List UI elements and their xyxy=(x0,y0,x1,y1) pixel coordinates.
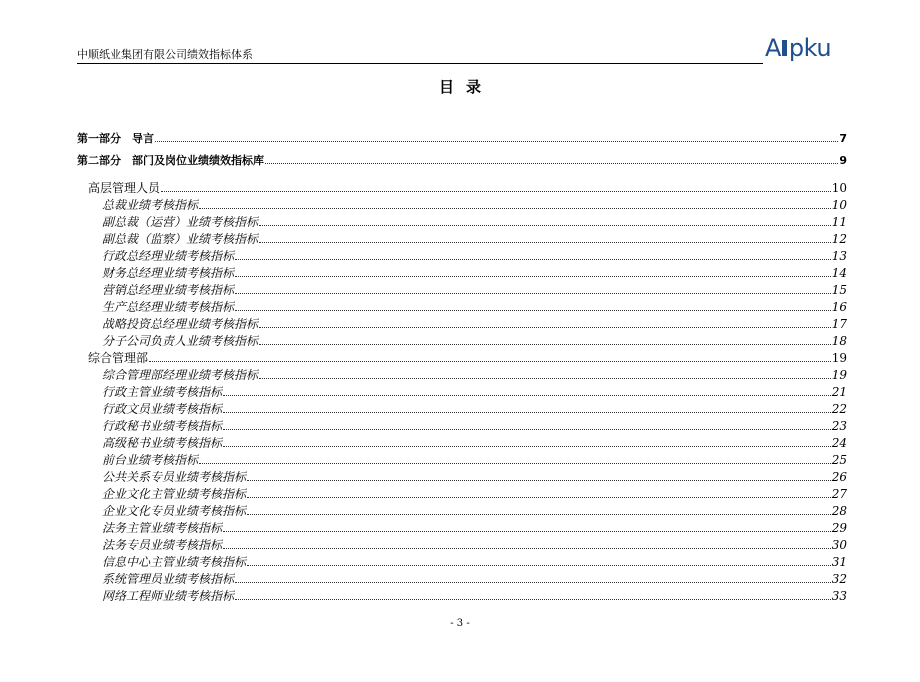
toc-entry-label: 行政秘书业绩考核指标 xyxy=(102,419,223,433)
toc-leader-dots xyxy=(199,453,831,464)
toc-entry-page: 30 xyxy=(831,538,847,552)
toc-entry[interactable] xyxy=(77,451,847,468)
toc-entry-label: 副总裁（运营）业绩考核指标 xyxy=(102,215,259,229)
toc-leader-dots xyxy=(235,572,831,583)
toc-entry-label: 财务总经理业绩考核指标 xyxy=(102,266,235,280)
toc-entry-label: 法务专员业绩考核指标 xyxy=(102,538,223,552)
toc-entry-page: 27 xyxy=(831,487,847,501)
toc-entry-page: 14 xyxy=(831,266,847,280)
toc-entry-label: 网络工程师业绩考核指标 xyxy=(102,589,235,603)
toc-entry[interactable] xyxy=(77,434,847,451)
toc-entry[interactable] xyxy=(77,502,847,519)
toc-entry-label: 高级秘书业绩考核指标 xyxy=(102,436,223,450)
toc-entry[interactable] xyxy=(77,587,847,604)
toc-entry-label: 行政总经理业绩考核指标 xyxy=(102,249,235,263)
toc-entry-page: 13 xyxy=(831,249,847,263)
toc-entry-page: 29 xyxy=(831,521,847,535)
toc-leader-dots xyxy=(235,283,831,294)
toc-leader-dots xyxy=(235,589,831,600)
toc-entry[interactable] xyxy=(77,383,847,400)
toc-leader-dots xyxy=(235,249,831,260)
toc-entry-page: 32 xyxy=(831,572,847,586)
toc-entry[interactable] xyxy=(77,485,847,502)
toc-entry-label: 系统管理员业绩考核指标 xyxy=(102,572,235,586)
toc-leader-dots xyxy=(235,266,831,277)
toc-entry-page: 16 xyxy=(831,300,847,314)
toc-entry[interactable] xyxy=(77,281,847,298)
toc-entry-page: 18 xyxy=(831,334,847,348)
toc-entry-label: 法务主管业绩考核指标 xyxy=(102,521,223,535)
toc-entry-label: 行政文员业绩考核指标 xyxy=(102,402,223,416)
toc-entry-label: 综合管理部 xyxy=(88,351,149,365)
toc-entry[interactable] xyxy=(77,130,847,147)
toc-title: 目录 xyxy=(438,78,493,96)
alpku-logo xyxy=(765,34,845,62)
toc-leader-dots xyxy=(247,487,831,498)
toc-entry[interactable] xyxy=(77,349,847,366)
toc-entry-page: 25 xyxy=(831,453,847,467)
toc-entry-label: 行政主管业绩考核指标 xyxy=(102,385,223,399)
toc-entry[interactable] xyxy=(77,247,847,264)
toc-entry-label: 第一部分 导言 xyxy=(77,132,154,145)
toc-entry[interactable] xyxy=(77,298,847,315)
toc-entry-page: 31 xyxy=(831,555,847,569)
toc-entry[interactable] xyxy=(77,213,847,230)
logo-bar-icon xyxy=(782,40,787,56)
toc-entry-page: 24 xyxy=(831,436,847,450)
toc-entry[interactable] xyxy=(77,519,847,536)
toc-leader-dots xyxy=(223,538,831,549)
toc-leader-dots xyxy=(265,153,838,164)
toc-entry-label: 分子公司负责人业绩考核指标 xyxy=(102,334,259,348)
toc-leader-dots xyxy=(223,521,831,532)
toc-entry-page: 15 xyxy=(831,283,847,297)
toc-entry-label: 副总裁（监察）业绩考核指标 xyxy=(102,232,259,246)
toc-entry-page: 10 xyxy=(831,181,847,195)
toc-entry-label: 战略投资总经理业绩考核指标 xyxy=(102,317,259,331)
page-number: - 3 - xyxy=(450,618,470,629)
toc-entry-label: 生产总经理业绩考核指标 xyxy=(102,300,235,314)
toc-leader-dots xyxy=(223,385,831,396)
toc-entry-label: 总裁业绩考核指标 xyxy=(102,198,199,212)
toc-leader-dots xyxy=(247,555,831,566)
toc-leader-dots xyxy=(223,419,831,430)
toc-leader-dots xyxy=(259,368,831,379)
toc-entry[interactable] xyxy=(77,332,847,349)
toc-entry-page: 21 xyxy=(831,385,847,399)
toc-entry[interactable] xyxy=(77,179,847,196)
toc-entry[interactable] xyxy=(77,230,847,247)
toc-leader-dots xyxy=(199,198,831,209)
toc-leader-dots xyxy=(259,232,831,243)
toc-entry-page: 10 xyxy=(831,198,847,212)
toc-entry[interactable] xyxy=(77,315,847,332)
toc-entry-label: 企业文化主管业绩考核指标 xyxy=(102,487,247,501)
toc-entry-label: 信息中心主管业绩考核指标 xyxy=(102,555,247,569)
toc-entry[interactable] xyxy=(77,366,847,383)
toc-entry-page: 28 xyxy=(831,504,847,518)
toc-entry-label: 企业文化专员业绩考核指标 xyxy=(102,504,247,518)
toc-entry-page: 22 xyxy=(831,402,847,416)
toc-leader-dots xyxy=(155,131,838,142)
toc-leader-dots xyxy=(259,215,831,226)
toc-entry[interactable] xyxy=(77,196,847,213)
toc-entry-label: 综合管理部经理业绩考核指标 xyxy=(102,368,259,382)
document-header-title: 中顺纸业集团有限公司绩效指标体系 xyxy=(77,48,253,61)
toc-leader-dots xyxy=(259,317,831,328)
toc-entry-page: 26 xyxy=(831,470,847,484)
toc-entry-page: 7 xyxy=(839,132,847,145)
toc-entry-label: 公共关系专员业绩考核指标 xyxy=(102,470,247,484)
header-rule xyxy=(77,63,763,64)
toc-entry-label: 营销总经理业绩考核指标 xyxy=(102,283,235,297)
toc-leader-dots xyxy=(235,300,831,311)
toc-entry[interactable] xyxy=(77,553,847,570)
toc-entry[interactable] xyxy=(77,570,847,587)
toc-leader-dots xyxy=(259,334,831,345)
toc-entry-page: 33 xyxy=(831,589,847,603)
toc-leader-dots xyxy=(161,181,831,192)
toc-entry-page: 17 xyxy=(831,317,847,331)
toc-entry[interactable] xyxy=(77,400,847,417)
toc-entry-page: 19 xyxy=(831,368,847,382)
toc-leader-dots xyxy=(223,436,831,447)
toc-entry-page: 19 xyxy=(831,351,847,365)
toc-entry-label: 高层管理人员 xyxy=(88,181,161,195)
toc-entry[interactable] xyxy=(77,152,847,169)
toc-entry[interactable] xyxy=(77,417,847,434)
logo-text: A pku xyxy=(765,34,832,62)
toc-entry[interactable] xyxy=(77,536,847,553)
toc-leader-dots xyxy=(223,402,831,413)
toc-leader-dots xyxy=(247,504,831,515)
toc-entry-label: 前台业绩考核指标 xyxy=(102,453,199,467)
toc-entry-page: 12 xyxy=(831,232,847,246)
toc-entry-label: 第二部分 部门及岗位业绩绩效指标库 xyxy=(77,154,264,167)
toc-entry-page: 11 xyxy=(831,215,847,229)
toc-entry[interactable] xyxy=(77,264,847,281)
toc-leader-dots xyxy=(247,470,831,481)
toc-entry-page: 23 xyxy=(831,419,847,433)
toc-leader-dots xyxy=(149,351,831,362)
toc-entry-page: 9 xyxy=(839,154,847,167)
toc-entry[interactable] xyxy=(77,468,847,485)
